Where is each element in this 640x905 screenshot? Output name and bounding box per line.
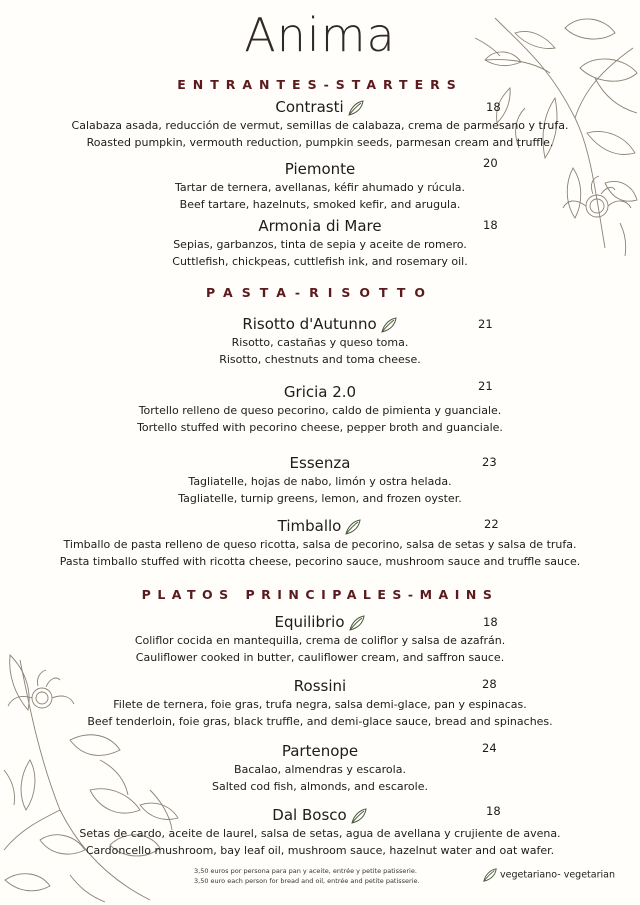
footer-note: [194, 866, 420, 886]
dish-price: 22: [484, 517, 499, 531]
dish-name: Piemonte: [284, 160, 356, 178]
dish-contrasti: [0, 97, 640, 151]
dish-price: 21: [478, 317, 493, 331]
dish-name: Timballo: [277, 517, 342, 535]
dish-description-en: Roasted pumpkin, vermouth reduction, pumpkin seeds, parmesan cream and truffle.: [86, 136, 554, 149]
legend-label: vegetariano- vegetarian: [500, 869, 615, 881]
dish-description-en: Salted cod fish, almonds, and escarole.: [212, 780, 428, 793]
dish-name: Rossini: [293, 677, 347, 695]
dish-description-es: Bacalao, almendras y escarola.: [234, 763, 406, 776]
dish-description-es: Timballo de pasta relleno de queso ricotta, salsa de pecorino, salsa de setas y salsa de trufa.: [63, 538, 577, 551]
dish-equilibrio: [0, 612, 640, 666]
vegetarian-legend: [482, 866, 615, 884]
dish-essenza: [0, 453, 640, 507]
dish-description-en: Pasta timballo stuffed with ricotta cheese, pecorino sauce, mushroom sauce and truffle sauce.: [59, 555, 581, 568]
dish-description-es: Tartar de ternera, avellanas, kéfir ahumado y rúcula.: [174, 181, 466, 194]
leaf-icon: [482, 866, 498, 884]
dish-price: 18: [486, 100, 501, 114]
dish-description-es: Filete de ternera, foie gras, trufa negra, salsa demi-glace, pan y espinacas.: [113, 698, 527, 711]
leaf-icon: [380, 316, 398, 334]
dish-description-en: Beef tenderloin, foie gras, black truffle, and demi-glace sauce, bread and spinaches.: [87, 715, 553, 728]
dish-description-es: Tagliatelle, hojas de nabo, limón y ostra helada.: [188, 475, 452, 488]
dish-description-es: Setas de cardo, aceite de laurel, salsa de setas, agua de avellana y crujiente de avena.: [79, 827, 561, 840]
dish-description-es: Sepias, garbanzos, tinta de sepia y aceite de romero.: [173, 238, 467, 251]
section-heading-mains: PLATOS PRINCIPALES-MAINS: [141, 587, 499, 602]
dish-rossini: [0, 676, 640, 730]
dish-name: Essenza: [289, 454, 351, 472]
footer-note-es: 3,50 euros por persona para pan y aceite, entrée y petite patisserie.: [194, 867, 417, 875]
dish-price: 24: [482, 741, 497, 755]
dish-price: 21: [478, 379, 493, 393]
dish-gricia: [0, 382, 640, 436]
dish-armonia-di-mare: [0, 216, 640, 270]
dish-name: Risotto d'Autunno: [242, 315, 377, 333]
dish-timballo: [0, 516, 640, 570]
dish-description-en: Beef tartare, hazelnuts, smoked kefir, and arugula.: [179, 198, 461, 211]
dish-description-es: Risotto, castañas y queso toma.: [231, 336, 409, 349]
leaf-icon: [350, 807, 368, 825]
dish-name: Gricia 2.0: [283, 383, 357, 401]
section-heading-pasta: PASTA-RISOTTO: [206, 285, 434, 300]
leaf-icon: [348, 614, 366, 632]
leaf-icon: [344, 518, 362, 536]
footer-note-en: 3,50 euro each person for bread and oil, entrée and petite patisserie.: [194, 877, 420, 885]
dish-name: Contrasti: [275, 98, 344, 116]
dish-description-en: Cardoncello mushroom, bay leaf oil, mushroom sauce, hazelnut water and oat wafer.: [85, 844, 555, 857]
dish-name: Dal Bosco: [272, 806, 347, 824]
dish-price: 18: [483, 615, 498, 629]
dish-description-en: Tagliatelle, turnip greens, lemon, and frozen oyster.: [178, 492, 462, 505]
dish-name: Armonia di Mare: [258, 217, 382, 235]
dish-price: 23: [482, 455, 497, 469]
dish-partenope: [0, 741, 640, 795]
restaurant-title: Anima: [244, 8, 396, 62]
dish-name: Partenope: [281, 742, 359, 760]
dish-description-en: Risotto, chestnuts and toma cheese.: [219, 353, 421, 366]
dish-description-en: Cauliflower cooked in butter, cauliflower cream, and saffron sauce.: [135, 651, 505, 664]
dish-description-es: Tortello relleno de queso pecorino, caldo de pimienta y guanciale.: [138, 404, 502, 417]
dish-description-es: Calabaza asada, reducción de vermut, semillas de calabaza, crema de parmesano y trufa.: [71, 119, 569, 132]
dish-price: 28: [482, 677, 497, 691]
dish-name: Equilibrio: [274, 613, 345, 631]
dish-piemonte: [0, 159, 640, 213]
dish-description-en: Cuttlefish, chickpeas, cuttlefish ink, and rosemary oil.: [172, 255, 468, 268]
dish-price: 18: [483, 218, 498, 232]
dish-dal-bosco: [0, 805, 640, 859]
dish-price: 20: [483, 156, 498, 170]
dish-description-es: Coliflor cocida en mantequilla, crema de coliflor y salsa de azafrán.: [134, 634, 506, 647]
section-heading-starters: ENTRANTES-STARTERS: [177, 77, 463, 92]
leaf-icon: [347, 99, 365, 117]
dish-price: 18: [486, 804, 501, 818]
dish-description-en: Tortello stuffed with pecorino cheese, pepper broth and guanciale.: [137, 421, 503, 434]
dish-risotto-dautunno: [0, 314, 640, 368]
